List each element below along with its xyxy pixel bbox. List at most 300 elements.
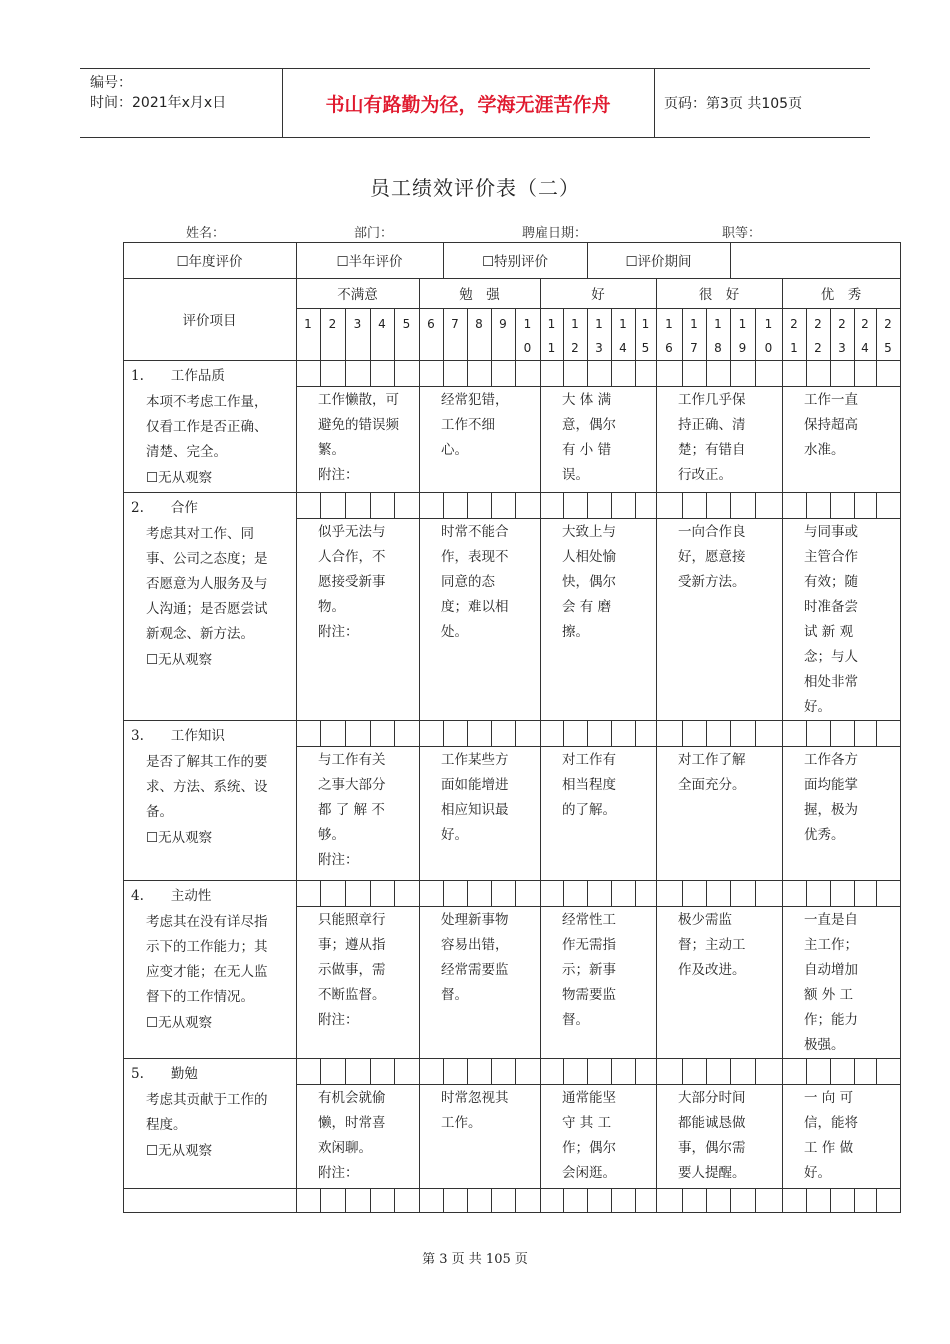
- score-number: [320, 337, 345, 359]
- score-cell-divider: [394, 880, 395, 906]
- item-title: 1. 工作品质: [131, 368, 225, 384]
- score-cell-divider: [730, 880, 731, 906]
- score-cell-divider: [563, 880, 564, 906]
- level-description: 工作几乎保 持正确、清 楚；有错自 行改正。: [678, 392, 746, 483]
- score-cell-divider: [682, 880, 683, 906]
- level-description: 时常不能合 作，表现不 同意的态 度；难以相 处。: [441, 524, 509, 640]
- level-header: 优 秀: [820, 287, 862, 303]
- level-description: 工作各方 面均能掌 握，极为 优秀。: [804, 752, 858, 843]
- level-description: 经常性工 作无需指 示；新事 物需要监 督。: [562, 912, 616, 1028]
- score-cell-divider: [515, 360, 516, 386]
- level-description: 通常能坚 守 其 工 作；偶尔 会闲逛。: [562, 1090, 616, 1181]
- score-cell-divider: [467, 1058, 468, 1084]
- score-cell-divider: [755, 492, 756, 518]
- score-number: [296, 337, 320, 359]
- score-cell-divider: [443, 1058, 444, 1084]
- form-title: 员工绩效评价表（二）: [370, 176, 580, 200]
- score-number: 2: [861, 317, 869, 331]
- score-cell-divider: [854, 492, 855, 518]
- score-cell-divider: [806, 1058, 807, 1084]
- score-cell-divider: [755, 360, 756, 386]
- score-cell-divider: [419, 360, 420, 386]
- level-description: 经常犯错， 工作不细 心。: [441, 392, 509, 458]
- score-cell-divider: [730, 720, 731, 746]
- score-number: 1: [595, 317, 603, 331]
- level-description: 一直是自 主工作； 自动增加 额 外 工 作；能力 极强。: [804, 912, 858, 1053]
- score-cell-divider: [587, 1188, 588, 1212]
- score-cell-divider: [755, 880, 756, 906]
- no-observation-checkbox[interactable]: ☐无从观察: [146, 1015, 213, 1031]
- item-description: 本项不考虑工作量， 仅看工作是否正确、 清楚、完全。: [146, 394, 268, 460]
- score-number: 7: [451, 317, 459, 331]
- score-cell-divider: [345, 360, 346, 386]
- level-divider: [419, 746, 420, 880]
- score-cell-divider: [370, 880, 371, 906]
- score-cell-divider: [656, 880, 657, 906]
- level-header: 很 好: [698, 287, 740, 303]
- score-cell-divider: [782, 880, 783, 906]
- score-cell-divider: [467, 880, 468, 906]
- level-divider: [540, 906, 541, 1058]
- score-cell-divider: [491, 360, 492, 386]
- level-description: 一 向 可 信，能将 工 作 做 好。: [804, 1090, 858, 1181]
- item-description: 是否了解其工作的要 求、方法、系统、设 备。: [146, 754, 268, 820]
- score-cell-divider: [345, 720, 346, 746]
- table-rule: [296, 746, 900, 747]
- table-rule: [296, 360, 297, 492]
- grade-field-label: 职等：: [722, 226, 762, 241]
- level-divider: [656, 1084, 657, 1188]
- score-cell-divider: [682, 1188, 683, 1212]
- score-number: 4: [619, 341, 627, 355]
- score-number: 3: [353, 317, 362, 331]
- score-cell-divider: [611, 492, 612, 518]
- score-cell-divider: [540, 1188, 541, 1212]
- score-cell-divider: [682, 720, 683, 746]
- score-cell-divider: [540, 492, 541, 518]
- score-cell-divider: [806, 880, 807, 906]
- level-divider: [782, 518, 783, 720]
- score-cell-divider: [706, 360, 707, 386]
- score-cell-divider: [656, 720, 657, 746]
- note-label: 附注：: [318, 624, 359, 640]
- score-number: 3: [838, 341, 846, 355]
- level-description: 似乎无法与 人合作，不 愿接受新事 物。: [318, 524, 386, 615]
- note-label: 附注：: [318, 1012, 359, 1028]
- score-number: 1: [790, 341, 798, 355]
- score-cell-divider: [515, 1058, 516, 1084]
- score-cell-divider: [515, 720, 516, 746]
- score-cell-divider: [443, 720, 444, 746]
- score-cell-divider: [345, 1058, 346, 1084]
- score-cell-divider: [706, 720, 707, 746]
- score-cell-divider: [706, 1058, 707, 1084]
- table-rule: [123, 880, 900, 881]
- score-cell-divider: [515, 1188, 516, 1212]
- score-cell-divider: [876, 492, 877, 518]
- score-number: [370, 337, 394, 359]
- score-cell-divider: [587, 720, 588, 746]
- score-cell-divider: [467, 720, 468, 746]
- eval-type-option: ☐年度评价: [176, 254, 243, 270]
- score-cell-divider: [706, 880, 707, 906]
- score-cell-divider: [782, 1058, 783, 1084]
- score-cell-divider: [682, 1058, 683, 1084]
- level-divider: [540, 386, 541, 492]
- score-cell-divider: [755, 1058, 756, 1084]
- level-divider: [419, 906, 420, 1058]
- score-cell-divider: [876, 880, 877, 906]
- no-observation-checkbox[interactable]: ☐无从观察: [146, 652, 213, 668]
- score-cell-divider: [443, 880, 444, 906]
- table-rule: [123, 360, 900, 361]
- item-column-header: 评价项目: [182, 313, 237, 329]
- score-cell-divider: [635, 492, 636, 518]
- score-cell-divider: [635, 880, 636, 906]
- level-header: 勉 强: [459, 287, 500, 303]
- no-observation-checkbox[interactable]: ☐无从观察: [146, 830, 213, 846]
- score-cell-divider: [635, 360, 636, 386]
- item-title: 3. 工作知识: [131, 728, 225, 744]
- level-divider: [656, 386, 657, 492]
- score-number: 2: [814, 341, 822, 355]
- score-number: [345, 337, 370, 359]
- page-footer: 第 3 页 共 105 页: [422, 1252, 528, 1267]
- score-cell-divider: [830, 492, 831, 518]
- note-label: 附注：: [318, 467, 359, 483]
- level-description: 有机会就偷 懒，时常喜 欢闲聊。: [318, 1090, 386, 1156]
- score-cell-divider: [656, 1188, 657, 1212]
- score-cell-divider: [656, 492, 657, 518]
- score-number: 0: [523, 341, 532, 355]
- score-cell-divider: [370, 1058, 371, 1084]
- score-cell-divider: [782, 1188, 783, 1212]
- note-label: 附注：: [318, 1165, 359, 1181]
- score-cell-divider: [635, 1058, 636, 1084]
- level-description: 大致上与 人相处愉 快，偶尔 会 有 磨 擦。: [562, 524, 616, 640]
- score-cell-divider: [611, 880, 612, 906]
- score-number: 1: [738, 317, 747, 331]
- table-rule: [296, 386, 900, 387]
- score-cell-divider: [491, 1188, 492, 1212]
- score-number: 1: [641, 317, 650, 331]
- score-number: 0: [764, 341, 773, 355]
- table-rule: [296, 880, 297, 1058]
- score-number: 1: [690, 317, 698, 331]
- table-rule: [296, 1084, 900, 1085]
- document-time-label: 时间：2021年x月x日: [90, 95, 227, 111]
- score-number: [491, 337, 515, 359]
- score-number: 2: [790, 317, 798, 331]
- level-description: 极少需监 督；主动工 作及改进。: [678, 912, 746, 978]
- score-cell-divider: [370, 720, 371, 746]
- score-cell-divider: [755, 1188, 756, 1212]
- level-divider: [782, 1084, 783, 1188]
- score-cell-divider: [806, 492, 807, 518]
- score-cell-divider: [467, 492, 468, 518]
- eval-type-option: ☐评价期间: [625, 254, 692, 270]
- score-cell-divider: [587, 1058, 588, 1084]
- score-cell-divider: [320, 360, 321, 386]
- score-cell-divider: [563, 1058, 564, 1084]
- level-divider: [782, 386, 783, 492]
- score-cell-divider: [320, 1188, 321, 1212]
- score-cell-divider: [730, 360, 731, 386]
- level-description: 时常忽视其 工作。: [441, 1090, 509, 1131]
- table-rule: [900, 278, 901, 308]
- score-cell-divider: [830, 1058, 831, 1084]
- level-divider: [540, 746, 541, 880]
- level-description: 一向合作良 好，愿意接 受新方法。: [678, 524, 746, 590]
- score-number: 4: [861, 341, 869, 355]
- score-cell-divider: [563, 360, 564, 386]
- score-cell-divider: [611, 1058, 612, 1084]
- score-cell-divider: [394, 1188, 395, 1212]
- score-number: 2: [328, 317, 337, 331]
- score-number: 2: [838, 317, 846, 331]
- score-cell-divider: [491, 492, 492, 518]
- score-number: 8: [475, 317, 483, 331]
- score-number: 1: [714, 317, 722, 331]
- score-cell-divider: [611, 360, 612, 386]
- table-rule: [730, 242, 731, 278]
- table-rule: [123, 1188, 900, 1189]
- score-cell-divider: [830, 720, 831, 746]
- score-number: 9: [499, 317, 507, 331]
- hire-date-field-label: 聘雇日期：: [522, 226, 588, 241]
- score-cell-divider: [540, 720, 541, 746]
- level-divider: [540, 1084, 541, 1188]
- table-rule: [296, 906, 900, 907]
- no-observation-checkbox[interactable]: ☐无从观察: [146, 470, 213, 486]
- score-cell-divider: [563, 1188, 564, 1212]
- score-cell-divider: [706, 492, 707, 518]
- table-rule: [296, 518, 900, 519]
- score-cell-divider: [419, 492, 420, 518]
- header-motto: 书山有路勤为径，学海无涯苦作舟: [325, 93, 611, 116]
- score-cell-divider: [419, 1188, 420, 1212]
- score-cell-divider: [854, 880, 855, 906]
- score-cell-divider: [491, 1058, 492, 1084]
- score-cell-divider: [854, 1058, 855, 1084]
- score-number: [394, 337, 419, 359]
- score-cell-divider: [782, 360, 783, 386]
- note-label: 附注：: [318, 852, 359, 868]
- level-divider: [656, 518, 657, 720]
- score-number: 1: [523, 317, 532, 331]
- score-cell-divider: [830, 1188, 831, 1212]
- item-title: 2. 合作: [131, 500, 198, 516]
- level-divider: [782, 746, 783, 880]
- score-cell-divider: [515, 492, 516, 518]
- level-divider: [540, 518, 541, 720]
- score-cell-divider: [419, 720, 420, 746]
- score-cell-divider: [370, 1188, 371, 1212]
- name-field-label: 姓名：: [186, 226, 226, 241]
- score-cell-divider: [830, 880, 831, 906]
- score-cell-divider: [370, 492, 371, 518]
- table-rule: [296, 1058, 297, 1188]
- score-cell-divider: [467, 1188, 468, 1212]
- score-cell-divider: [320, 880, 321, 906]
- score-number: 1: [547, 317, 556, 331]
- score-cell-divider: [394, 492, 395, 518]
- level-description: 工作懒散，可 避免的错误频 繁。: [318, 392, 399, 458]
- score-cell-divider: [635, 1188, 636, 1212]
- score-number: 2: [814, 317, 822, 331]
- score-cell-divider: [345, 880, 346, 906]
- level-description: 工作一直 保持超高 水准。: [804, 392, 858, 458]
- item-description: 考虑其在没有详尽指 示下的工作能力；其 应变才能；在无人监 督下的工作情况。: [146, 914, 268, 1005]
- level-divider: [419, 1084, 420, 1188]
- score-cell-divider: [635, 720, 636, 746]
- item-title: 5. 勤勉: [131, 1066, 198, 1082]
- score-cell-divider: [854, 1188, 855, 1212]
- score-number: 1: [665, 317, 673, 331]
- table-border-left: [123, 242, 124, 1212]
- score-cell-divider: [587, 360, 588, 386]
- score-cell-divider: [320, 720, 321, 746]
- score-number: 7: [690, 341, 698, 355]
- score-cell-divider: [540, 1058, 541, 1084]
- table-rule: [123, 492, 900, 493]
- level-divider: [782, 906, 783, 1058]
- level-divider: [419, 518, 420, 720]
- score-cell-divider: [443, 1188, 444, 1212]
- score-number: 1: [571, 317, 579, 331]
- score-number: [443, 337, 467, 359]
- score-number: 5: [884, 341, 892, 355]
- score-number: 5: [402, 317, 411, 331]
- level-description: 与工作有关 之事大部分 都 了 解 不 够。: [318, 752, 386, 843]
- score-cell-divider: [394, 360, 395, 386]
- table-rule: [296, 308, 900, 309]
- score-cell-divider: [706, 1188, 707, 1212]
- score-cell-divider: [491, 720, 492, 746]
- score-number: 2: [884, 317, 892, 331]
- department-field-label: 部门：: [354, 226, 394, 241]
- level-description: 工作某些方 面如能增进 相应知识最 好。: [441, 752, 509, 843]
- level-description: 处理新事物 容易出错， 经常需要监 督。: [441, 912, 509, 1003]
- score-cell-divider: [320, 1058, 321, 1084]
- level-divider: [656, 746, 657, 880]
- score-number: [419, 337, 443, 359]
- score-cell-divider: [394, 1058, 395, 1084]
- level-description: 与同事或 主管合作 有效；随 时准备尝 试 新 观 念；与人 相处非常 好。: [804, 524, 858, 715]
- score-cell-divider: [656, 360, 657, 386]
- level-description: 对工作了解 全面充分。: [678, 752, 746, 793]
- score-cell-divider: [730, 492, 731, 518]
- table-rule: [900, 308, 901, 360]
- score-number: 2: [571, 341, 579, 355]
- table-rule: [123, 720, 900, 721]
- score-cell-divider: [587, 880, 588, 906]
- no-observation-checkbox[interactable]: ☐无从观察: [146, 1143, 213, 1159]
- score-cell-divider: [806, 360, 807, 386]
- level-header: 不满意: [337, 287, 378, 303]
- level-divider: [419, 386, 420, 492]
- score-cell-divider: [876, 720, 877, 746]
- score-number: 1: [547, 341, 556, 355]
- score-cell-divider: [730, 1058, 731, 1084]
- score-cell-divider: [467, 360, 468, 386]
- level-description: 大部分时间 都能诚恳做 事，偶尔需 要人提醒。: [678, 1090, 746, 1181]
- score-cell-divider: [806, 720, 807, 746]
- score-cell-divider: [611, 720, 612, 746]
- header-page-info: 页码：第3页 共105页: [664, 96, 803, 112]
- score-cell-divider: [443, 492, 444, 518]
- score-cell-divider: [540, 360, 541, 386]
- level-description: 大 体 满 意，偶尔 有 小 错 误。: [562, 392, 616, 483]
- score-cell-divider: [782, 720, 783, 746]
- level-header: 好: [591, 287, 605, 303]
- score-cell-divider: [682, 492, 683, 518]
- score-cell-divider: [563, 720, 564, 746]
- score-cell-divider: [682, 360, 683, 386]
- score-number: 1: [764, 317, 773, 331]
- score-cell-divider: [419, 1058, 420, 1084]
- score-number: 9: [738, 341, 747, 355]
- score-cell-divider: [876, 1188, 877, 1212]
- score-cell-divider: [419, 880, 420, 906]
- score-cell-divider: [370, 360, 371, 386]
- table-rule: [296, 720, 297, 880]
- table-rule: [123, 1058, 900, 1059]
- score-cell-divider: [755, 720, 756, 746]
- item-title: 4. 主动性: [131, 888, 212, 904]
- score-cell-divider: [854, 720, 855, 746]
- score-cell-divider: [443, 360, 444, 386]
- item-description: 考虑其对工作、同 事、公司之态度；是 否愿意为人服务及与 人沟通；是否愿尝试 新观念、新方法。: [146, 526, 268, 642]
- score-cell-divider: [491, 880, 492, 906]
- level-divider: [656, 906, 657, 1058]
- score-cell-divider: [806, 1188, 807, 1212]
- score-cell-divider: [563, 492, 564, 518]
- table-rule: [296, 1188, 297, 1212]
- score-number: 6: [427, 317, 435, 331]
- score-cell-divider: [730, 1188, 731, 1212]
- score-cell-divider: [345, 492, 346, 518]
- score-number: 4: [378, 317, 386, 331]
- score-number: 1: [304, 317, 312, 331]
- score-cell-divider: [876, 360, 877, 386]
- score-cell-divider: [656, 1058, 657, 1084]
- score-cell-divider: [782, 492, 783, 518]
- score-cell-divider: [854, 360, 855, 386]
- eval-type-option: ☐特别评价: [481, 254, 549, 270]
- score-cell-divider: [540, 880, 541, 906]
- score-cell-divider: [876, 1058, 877, 1084]
- score-number: [467, 337, 491, 359]
- table-border-right: [900, 242, 901, 1213]
- level-description: 对工作有 相当程度 的了解。: [562, 752, 616, 818]
- level-description: 只能照章行 事；遵从指 示做事，需 不断监督。: [318, 912, 386, 1003]
- score-number: 6: [665, 341, 673, 355]
- score-cell-divider: [515, 880, 516, 906]
- document-number-label: 编号：: [90, 75, 132, 91]
- eval-type-option: ☐半年评价: [336, 254, 403, 270]
- score-cell-divider: [830, 360, 831, 386]
- item-description: 考虑其贡献于工作的 程度。: [146, 1092, 268, 1133]
- score-cell-divider: [587, 492, 588, 518]
- score-number: 3: [595, 341, 603, 355]
- score-number: 5: [641, 341, 650, 355]
- score-number: 1: [619, 317, 627, 331]
- table-rule: [296, 492, 297, 720]
- table-border-bottom: [123, 1212, 901, 1213]
- score-cell-divider: [611, 1188, 612, 1212]
- score-cell-divider: [320, 492, 321, 518]
